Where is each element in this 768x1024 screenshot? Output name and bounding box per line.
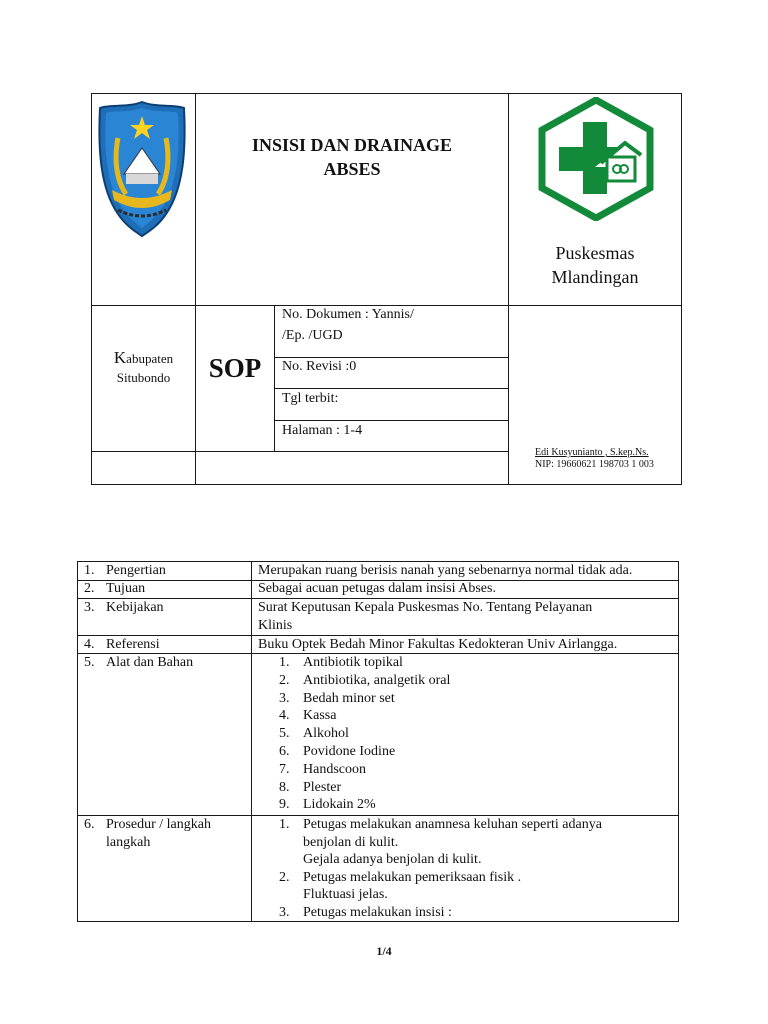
list-item-number: 6. [279, 743, 290, 759]
row-label-kebijakan: Kebijakan [106, 600, 164, 615]
header-divider-lower [91, 451, 508, 452]
list-item-text: Plester [303, 779, 342, 795]
row-label-prosedur-line2: langkah [106, 835, 151, 850]
list-item-text: Povidone Iodine [303, 743, 396, 759]
list-item-text: Lidokain 2% [303, 797, 376, 813]
step-text: Petugas melakukan pemeriksaan fisik . [303, 870, 522, 885]
row-content-kebijakan-line1: Surat Keputusan Kepala Puskesmas No. Tentang Pelayanan [258, 600, 593, 615]
puskesmas-name-line2: Mlandingan [551, 267, 639, 287]
list-item [279, 761, 450, 779]
list-item [279, 707, 450, 725]
row-label-tujuan: Tujuan [106, 581, 146, 596]
content-border-right [678, 561, 679, 922]
row-number: 1. [84, 563, 95, 578]
page-number: 1/4 [376, 944, 392, 958]
list-item-text: Kassa [303, 708, 337, 724]
step-text: Fluktuasi jelas. [303, 887, 388, 902]
step-text: benjolan di kulit. [303, 835, 399, 850]
step-text: Gejala adanya benjolan di kulit. [303, 852, 482, 867]
row-label-referensi: Referensi [106, 637, 160, 652]
row-label-prosedur-line1: Prosedur / langkah [106, 817, 211, 832]
list-item-text: Handscoon [303, 761, 366, 777]
header-border-bottom [91, 484, 682, 485]
regency-name-line1 [92, 349, 195, 368]
content-col-divider [251, 561, 252, 922]
signer-name: Edi Kusyunianto , S.kep.Ns. [535, 447, 649, 458]
signer-nip: NIP: 19660621 198703 1 003 [535, 459, 654, 470]
content-border-left [77, 561, 78, 922]
list-item [279, 725, 450, 743]
list-item [279, 743, 450, 761]
step-number: 3. [279, 905, 290, 920]
row-number: 4. [84, 637, 95, 652]
list-item-number: 4. [279, 708, 290, 724]
regency-crest-logo [96, 98, 188, 238]
document-title-line1: INSISI DAN DRAINAGE [251, 135, 453, 155]
list-item-number: 9. [279, 797, 290, 813]
list-item-number: 2. [279, 672, 290, 688]
list-item [279, 672, 451, 690]
header-border-top [91, 93, 682, 94]
list-item-number: 7. [279, 761, 290, 777]
document-number-line1: No. Dokumen : Yannis/ [282, 307, 414, 322]
header-col-divider-3 [508, 93, 509, 485]
document-number-line2: /Ep. /UGD [282, 328, 343, 343]
step-number: 1. [279, 817, 290, 832]
regency-name-rest: abupaten [126, 351, 174, 366]
regency-name-line2: Situbondo [116, 370, 171, 385]
document-title-line2: ABSES [323, 159, 381, 179]
list-item [279, 796, 450, 814]
list-item-text: Antibiotik topikal [303, 655, 403, 670]
header-border-left [91, 93, 92, 485]
list-item-number: 8. [279, 779, 290, 795]
step-number: 2. [279, 870, 290, 885]
header-col-divider-2 [274, 305, 275, 452]
list-item-number: 1. [279, 655, 290, 670]
list-item-text: Antibiotika, analgetik oral [303, 672, 451, 688]
puskesmas-name-line1: Puskesmas [555, 243, 635, 263]
list-item-text: Alkohol [303, 726, 349, 742]
list-item [279, 779, 450, 797]
step-text: Petugas melakukan anamnesa keluhan seperti adanya [303, 817, 602, 832]
row-label-pengertian: Pengertian [106, 563, 166, 578]
issue-date: Tgl terbit: [282, 391, 339, 406]
docinfo-divider-3 [275, 420, 508, 421]
page-info: Halaman : 1-4 [282, 423, 363, 438]
regency-initial: K [113, 348, 127, 367]
puskesmas-logo [537, 97, 655, 221]
list-item-number: 3. [279, 690, 290, 706]
row-content-kebijakan-line2: Klinis [258, 618, 293, 633]
docinfo-divider-2 [275, 388, 508, 389]
sop-label: SOP [208, 353, 262, 383]
row-label-alat-bahan: Alat dan Bahan [106, 655, 194, 670]
row-content-referensi: Buku Optek Bedah Minor Fakultas Kedokteran Univ Airlangga. [258, 637, 618, 652]
row-number: 5. [84, 655, 95, 670]
list-item [279, 654, 450, 672]
revision-number: No. Revisi :0 [282, 359, 357, 374]
step-text: Petugas melakukan insisi : [303, 905, 452, 920]
list-item [279, 690, 450, 708]
list-item-number: 5. [279, 726, 290, 742]
list-item-text: Bedah minor set [303, 690, 395, 706]
header-border-right [681, 93, 682, 485]
row-content-tujuan: Sebagai acuan petugas dalam insisi Abses. [258, 581, 496, 596]
equipment-list [279, 654, 451, 814]
row-content-pengertian: Merupakan ruang berisis nanah yang sebenarnya normal tidak ada. [258, 563, 633, 578]
row-number: 6. [84, 817, 95, 832]
row-number: 2. [84, 581, 95, 596]
row-number: 3. [84, 600, 95, 615]
